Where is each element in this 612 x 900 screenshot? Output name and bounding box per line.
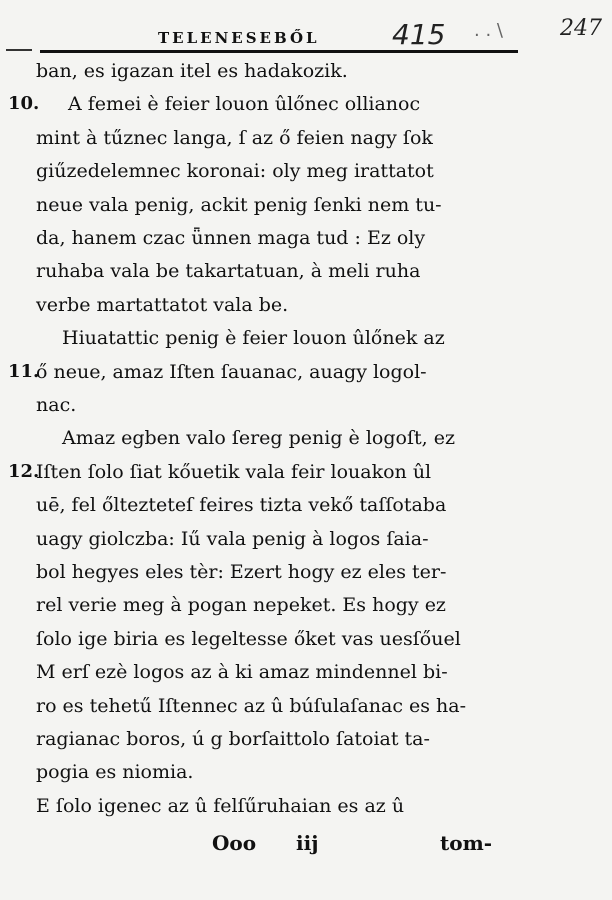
verse-number: 11.	[8, 360, 40, 382]
text-line: M erſ ezè logos az à ki amaz mindennel bi-	[36, 661, 448, 684]
text-line: verbe martattatot vala be.	[36, 293, 289, 316]
signature-mark: Ooo	[212, 831, 257, 855]
text-line: neue vala penig, ackit penig ſenki nem tu-	[36, 193, 442, 216]
text-line: da, hanem czac ǖnnen maga tud : Ez oly	[36, 227, 426, 249]
text-line: pogia es niomia.	[36, 761, 194, 784]
text-line: ragianac boros, ú g borſaittolo ſatoiat ta-	[36, 728, 430, 750]
text-line: ro es tehetű Iſtennec az û búſulaſanac es ha-	[36, 694, 467, 717]
text-line: giűzedelemnec koronai: oly meg irattatot	[36, 160, 434, 183]
verse-number: 10.	[8, 93, 40, 115]
text-line: ſolo ige biria es legeltesse őket vas uesſőuel	[36, 627, 461, 650]
text-line: uē, fel őltezteteſ feires tizta vekő taſſotaba	[36, 494, 447, 517]
text-line: ő neue, amaz Iſten ſauanac, auagy logol-	[36, 360, 427, 383]
text-line: nac.	[36, 394, 77, 416]
handwritten-number: 415	[392, 18, 446, 51]
text-line: A femei è feier louon ûlőnec ollianoc	[68, 93, 421, 116]
text-line: ruhaba vala be takartatuan, à meli ruha	[36, 260, 421, 283]
running-head: TELENESEBŐL	[158, 29, 320, 47]
text-line: Amaz egben valo ſereg penig è logoſt, ez	[62, 427, 455, 450]
text-line: ban, es igazan itel es hadakozik.	[36, 60, 348, 82]
text-line: rel verie meg à pogan nepeket. Es hogy ez	[36, 594, 446, 617]
header-rule	[40, 50, 518, 53]
text-line: bol hegyes eles tèr: Ezert hogy ez eles ter-	[36, 561, 447, 583]
verse-number: 12.	[8, 460, 40, 482]
text-line: mint à tűznec langa, ſ az ő feien nagy ſok	[36, 126, 433, 149]
signature-number: iij	[296, 831, 319, 855]
header-rule-left	[6, 49, 32, 51]
text-line: E ſolo igenec az û felſűruhaian es az û	[36, 794, 405, 817]
text-line: Iſten ſolo ſiat kőuetik vala feir louakon ûl	[36, 460, 432, 483]
page-header	[0, 12, 612, 56]
text-line: Hiuatattic penig è feier louon ûlőnek az	[62, 327, 445, 350]
catchword: tom-	[440, 831, 493, 855]
page-number: 247	[560, 16, 602, 41]
page-footer	[0, 828, 612, 868]
handwritten-mark: . . \	[474, 20, 503, 41]
text-line: uagy giolczba: Iű vala penig à logos ſaia-	[36, 527, 429, 550]
